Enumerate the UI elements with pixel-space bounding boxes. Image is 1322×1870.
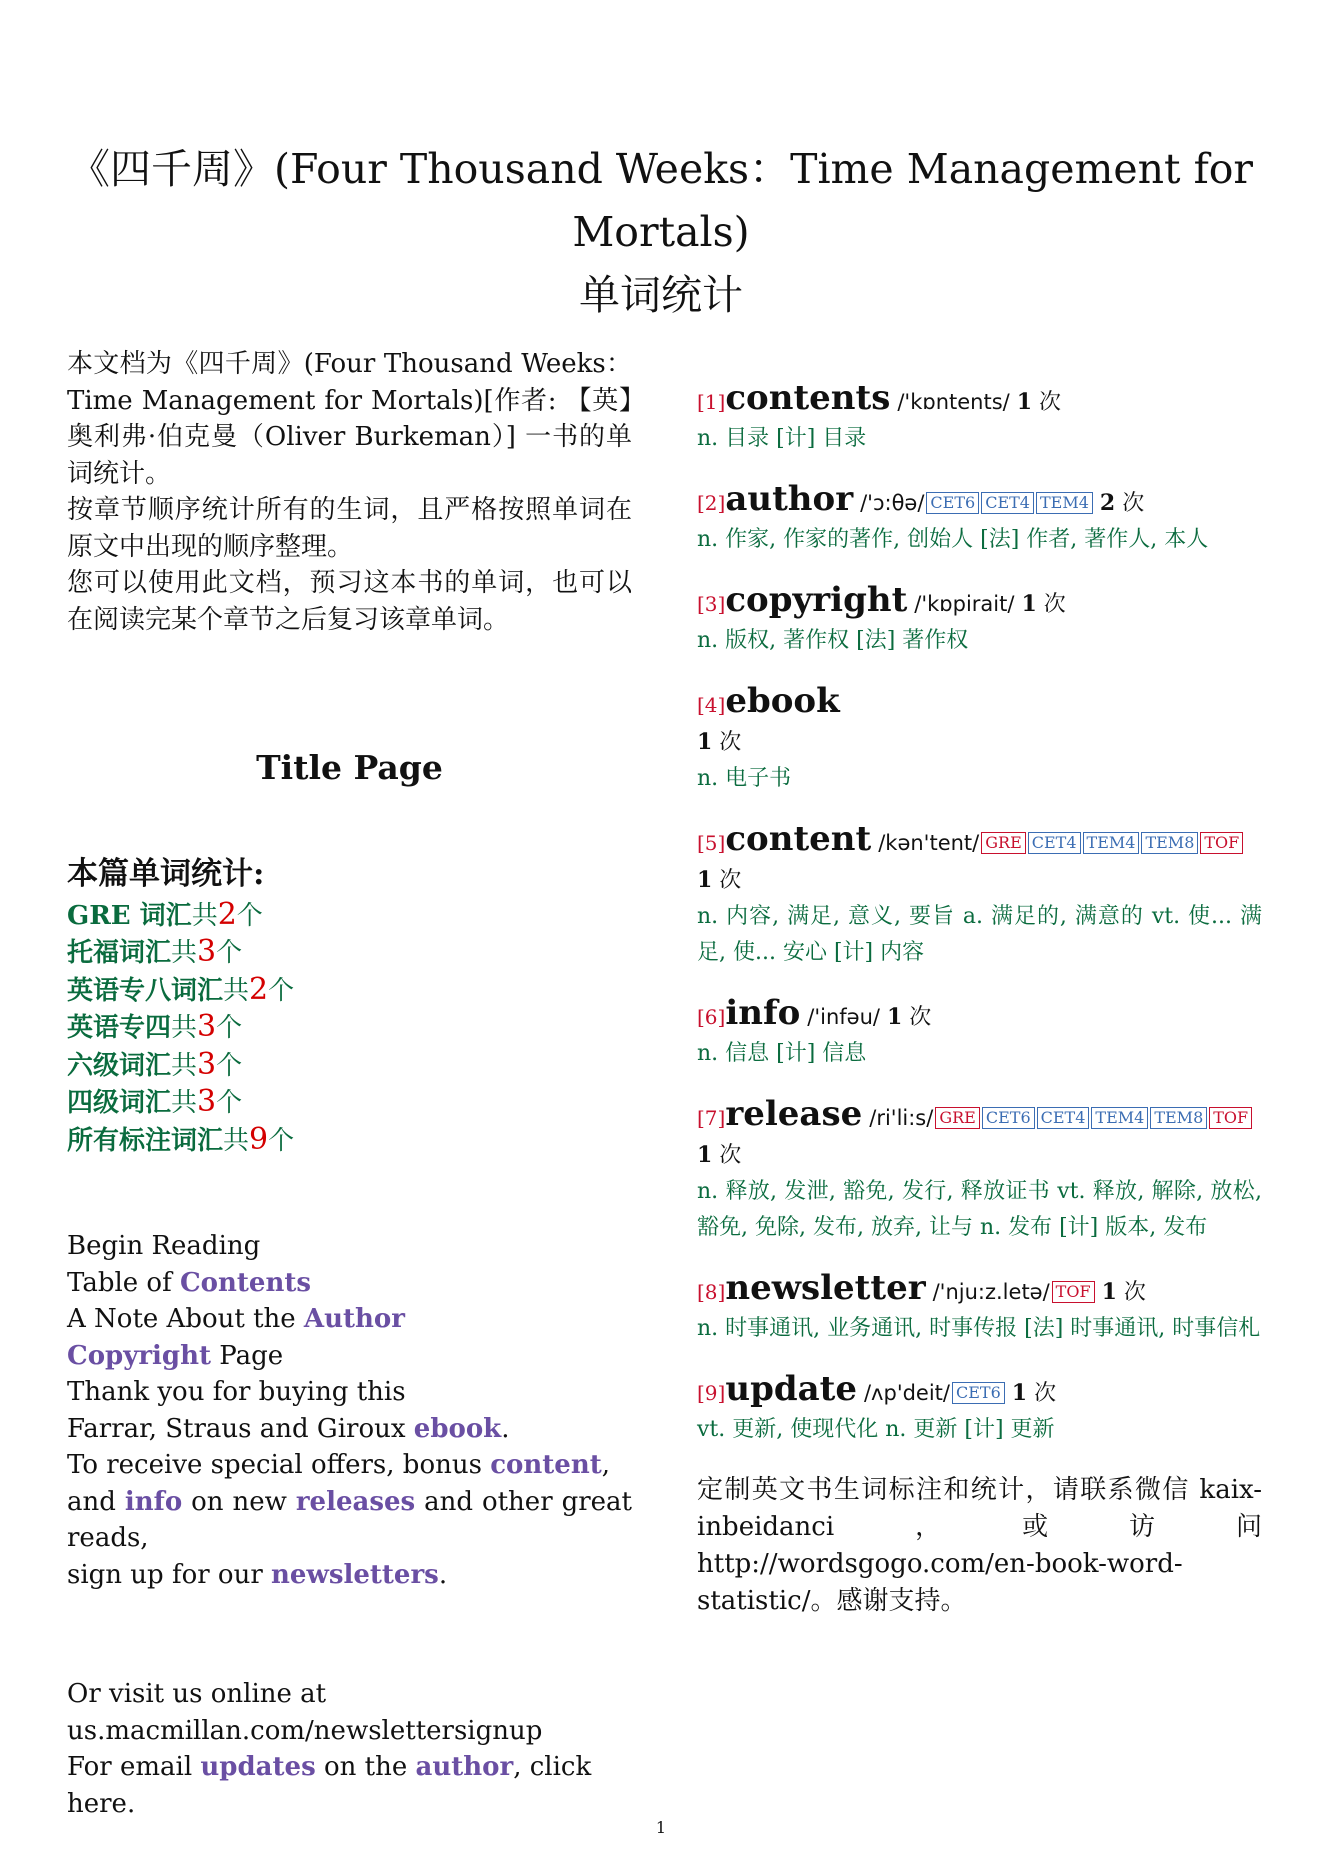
level-tag: CET6 [952, 1382, 1005, 1404]
count-unit: 次 [712, 730, 742, 755]
level-tag: CET6 [926, 492, 979, 514]
entry-definition: n. 内容, 满足, 意义, 要旨 a. 满足的, 满意的 vt. 使... 满足, 使... 安心 [计] 内容 [697, 904, 1262, 965]
count-unit: 次 [1115, 491, 1145, 516]
stats-list [67, 897, 632, 1160]
text-span: , [601, 1450, 611, 1480]
entry-word: update [725, 1369, 857, 1409]
entry-definition: n. 作家, 作家的著作, 创始人 [法] 作者, 著作人, 本人 [697, 527, 1209, 552]
text-span: To receive special offers, bonus [67, 1450, 491, 1480]
title-line-2: 单词统计 [579, 271, 743, 319]
stat-count: 2 [217, 896, 237, 932]
stat-label: 四级词汇 [67, 1088, 172, 1118]
stat-label: 英语专四 [67, 1013, 172, 1043]
stats-heading: 本篇单词统计: [67, 856, 265, 892]
entry-phonetic: /'nju:z.letə/ [932, 1280, 1050, 1304]
word-entry [697, 481, 1262, 558]
text-span: reads, [67, 1523, 149, 1553]
entry-phonetic: /kən'tent/ [878, 831, 980, 855]
entry-head [697, 582, 1262, 623]
text-span: Begin Reading [67, 1231, 261, 1261]
text-span: Thank you for buying this [67, 1377, 406, 1407]
text-span: and other great [415, 1486, 632, 1517]
stat-gong: 共 [191, 900, 218, 931]
stat-row [67, 972, 632, 1010]
count-number: 1 [1011, 1380, 1028, 1406]
stat-label: 所有标注词汇 [67, 1125, 224, 1156]
keyword-link[interactable]: releases [295, 1486, 416, 1517]
word-entry [697, 995, 1262, 1072]
entry-head [697, 821, 1262, 899]
stats-block [67, 856, 632, 1159]
reading-line [67, 1411, 632, 1448]
count-number: 2 [1099, 490, 1116, 516]
keyword-link[interactable]: info [124, 1486, 183, 1517]
stat-unit: 个 [216, 1088, 243, 1118]
text-span: Farrar, Straus and Giroux [67, 1413, 414, 1444]
entry-definition: n. 版权, 著作权 [法] 著作权 [697, 628, 969, 653]
keyword-link[interactable]: newsletters [271, 1559, 439, 1590]
stat-gong: 共 [223, 975, 250, 1006]
entry-count [880, 1005, 931, 1030]
intro-paragraph: 您可以使用此文档，预习这本书的单词，也可以在阅读完某个章节之后复习该章单词。 [67, 568, 632, 635]
reading-line [67, 1338, 632, 1375]
stat-unit: 个 [216, 1013, 243, 1043]
stat-gong: 共 [223, 1125, 250, 1156]
entry-word: release [725, 1094, 863, 1134]
entry-index: [2] [697, 491, 726, 515]
entry-index: [9] [697, 1381, 726, 1405]
word-entry [697, 582, 1262, 659]
level-tag: TOF [1209, 1107, 1252, 1129]
stat-label: 托福词汇 [67, 938, 172, 968]
section-title: Title Page [256, 748, 443, 787]
stat-label: GRE 词汇 [67, 900, 192, 931]
visit-text [67, 1676, 667, 1822]
stat-count: 3 [197, 1009, 217, 1044]
count-unit: 次 [712, 1143, 742, 1168]
entry-definition: n. 释放, 发泄, 豁免, 发行, 释放证书 vt. 释放, 解除, 放松, 豁免, 免除, 发布, 放弃, 让与 n. 发布 [计] 版本, 发布 [697, 1179, 1262, 1240]
count-unit: 次 [902, 1005, 932, 1030]
entry-phonetic: /'kɒntents/ [897, 390, 1010, 414]
entry-word: author [725, 479, 854, 519]
visit-line: us.macmillan.com/newslettersignup [67, 1715, 543, 1746]
page-number: 1 [655, 1818, 667, 1837]
level-tag: TEM4 [1083, 832, 1140, 854]
entry-word: info [725, 993, 801, 1033]
count-unit: 次 [712, 868, 742, 893]
stat-unit: 个 [236, 900, 263, 931]
text-span: . [501, 1413, 510, 1444]
entry-count [1014, 592, 1065, 617]
count-unit: 次 [1032, 390, 1062, 415]
entry-count [1093, 491, 1144, 516]
document-title [40, 138, 1282, 327]
level-tag: CET4 [1028, 832, 1081, 854]
keyword-link[interactable]: Copyright [67, 1340, 211, 1371]
reading-line [67, 1265, 632, 1302]
text-span: on new [182, 1486, 296, 1517]
reading-line [67, 1557, 632, 1594]
contact-note: 定制英文书生词标注和统计，请联系微信 kaix-inbeidanci，或访问 http://wordsgogo.com/en-book-word-statistic/。感谢支持。 [697, 1475, 1262, 1616]
keyword-link[interactable]: Author [303, 1304, 405, 1334]
reading-line [67, 1520, 632, 1557]
entry-phonetic: /ʌp'deit/ [863, 1381, 950, 1405]
stat-gong: 共 [171, 1088, 198, 1118]
reading-line [67, 1447, 632, 1484]
intro-paragraph: 按章节顺序统计所有的生词，且严格按照单词在原文中出现的顺序整理。 [67, 495, 632, 562]
keyword-link[interactable]: author [415, 1752, 514, 1782]
count-number: 1 [1021, 591, 1037, 617]
entry-word: contents [725, 378, 891, 418]
entry-index: [8] [697, 1280, 726, 1304]
count-number: 1 [697, 867, 713, 893]
stat-gong: 共 [171, 1050, 198, 1081]
level-tag: TOF [1200, 832, 1243, 854]
stat-row [67, 1047, 632, 1085]
entry-count [697, 868, 741, 893]
entry-phonetic: /'kɒpirait/ [914, 592, 1015, 616]
intro-paragraph: 本文档为《四千周》(Four Thousand Weeks：Time Management for Mortals)[作者: 【英】奥利弗·伯克曼（Oliver Burkeman）] 一书的单词统计。 [67, 349, 632, 489]
visit-line: Or visit us online at [67, 1679, 327, 1709]
entry-index: [7] [697, 1106, 726, 1130]
entry-head [697, 1270, 1262, 1311]
keyword-link[interactable]: ebook [413, 1413, 502, 1444]
entry-definition: vt. 更新, 使现代化 n. 更新 [计] 更新 [697, 1417, 1055, 1442]
entry-phonetic: /'infəu/ [807, 1005, 880, 1029]
stat-count: 9 [249, 1121, 269, 1157]
reading-line [67, 1301, 632, 1338]
stat-row [67, 934, 632, 972]
level-tag: TOF [1052, 1281, 1095, 1303]
stat-unit: 个 [216, 938, 243, 968]
entry-index: [1] [697, 390, 726, 414]
text-span: sign up for our [67, 1559, 272, 1590]
intro-block [67, 346, 632, 638]
count-unit: 次 [1036, 592, 1066, 617]
entry-head [697, 481, 1262, 522]
entry-head [697, 683, 1262, 724]
text-span: on the [315, 1752, 416, 1782]
count-unit: 次 [1027, 1381, 1057, 1406]
stat-row [67, 1009, 632, 1047]
word-entry [697, 1371, 1262, 1448]
stat-count: 2 [249, 971, 269, 1007]
level-tag: TEM4 [1036, 492, 1093, 514]
stat-row [67, 897, 632, 935]
keyword-link[interactable]: updates [200, 1752, 316, 1782]
reading-line [67, 1484, 632, 1521]
level-tag: CET6 [982, 1107, 1035, 1129]
keyword-link[interactable]: content [490, 1450, 602, 1480]
entry-head [697, 1371, 1262, 1412]
entry-word: newsletter [725, 1268, 926, 1308]
text-span: . [438, 1559, 448, 1590]
entry-definition: n. 目录 [计] 目录 [697, 426, 867, 451]
entry-word: copyright [725, 580, 908, 620]
entry-count [1010, 390, 1061, 415]
level-tag: GRE [935, 1107, 980, 1129]
word-entry [697, 1096, 1262, 1246]
word-entry [697, 821, 1262, 971]
entry-count [1005, 1381, 1056, 1406]
right-column [697, 380, 1262, 1620]
entry-count [1095, 1280, 1146, 1305]
text-span: , click here. [67, 1752, 592, 1819]
entry-word: ebook [725, 681, 840, 721]
text-span: For email [67, 1752, 201, 1782]
level-tag: CET4 [1037, 1107, 1090, 1129]
entry-index: [6] [697, 1005, 726, 1029]
count-number: 1 [1101, 1279, 1117, 1305]
level-tag: CET4 [981, 492, 1034, 514]
entry-index: [3] [697, 592, 726, 616]
count-number: 1 [697, 729, 713, 755]
level-tag: GRE [981, 832, 1026, 854]
entry-head [697, 724, 1262, 761]
stat-label: 六级词汇 [67, 1050, 172, 1081]
reading-line [67, 1374, 632, 1411]
entry-count [697, 1143, 741, 1168]
stat-unit: 个 [268, 1125, 295, 1156]
level-tag: TEM8 [1150, 1107, 1207, 1129]
count-unit: 次 [1116, 1280, 1146, 1305]
stat-unit: 个 [268, 975, 295, 1006]
stat-count: 3 [197, 934, 217, 969]
entry-definition: n. 电子书 [697, 766, 792, 791]
stat-gong: 共 [171, 1013, 198, 1043]
stat-row [67, 1122, 632, 1160]
left-column [67, 346, 632, 1819]
stat-row [67, 1084, 632, 1122]
word-entry-list [697, 380, 1262, 1448]
entry-phonetic: /'ɔ:θə/ [860, 491, 925, 515]
level-tag: TEM4 [1091, 1107, 1148, 1129]
word-entry [697, 1270, 1262, 1347]
count-number: 1 [1016, 389, 1033, 415]
entry-index: [4] [697, 693, 726, 717]
text-span: Page [211, 1340, 284, 1371]
word-entry [697, 683, 1262, 797]
stat-count: 3 [197, 1084, 217, 1119]
reading-line [67, 1228, 632, 1265]
visit-line [67, 1749, 667, 1822]
level-tag: TEM8 [1141, 832, 1198, 854]
entry-word: content [725, 819, 872, 859]
text-span: and [67, 1486, 125, 1517]
entry-definition: n. 时事通讯, 业务通讯, 时事传报 [法] 时事通讯, 时事信札 [697, 1316, 1261, 1341]
entry-phonetic: /ri'li:s/ [869, 1106, 934, 1130]
keyword-link[interactable]: Contents [179, 1267, 312, 1298]
entry-definition: n. 信息 [计] 信息 [697, 1041, 867, 1066]
entry-head [697, 380, 1262, 421]
stat-unit: 个 [216, 1050, 243, 1081]
text-span: A Note About the [67, 1304, 304, 1334]
stat-gong: 共 [171, 938, 198, 968]
word-entry [697, 380, 1262, 457]
stat-count: 3 [197, 1046, 217, 1082]
reading-text [67, 1228, 632, 1593]
count-number: 1 [887, 1004, 903, 1030]
count-number: 1 [697, 1142, 713, 1168]
entry-head [697, 1096, 1262, 1174]
entry-index: [5] [697, 831, 726, 855]
text-span: Table of [67, 1267, 180, 1298]
stat-label: 英语专八词汇 [67, 975, 224, 1006]
entry-count [697, 730, 741, 755]
entry-head [697, 995, 1262, 1036]
title-line-1: 《四千周》(Four Thousand Weeks：Time Management for Mortals) [68, 145, 1254, 256]
